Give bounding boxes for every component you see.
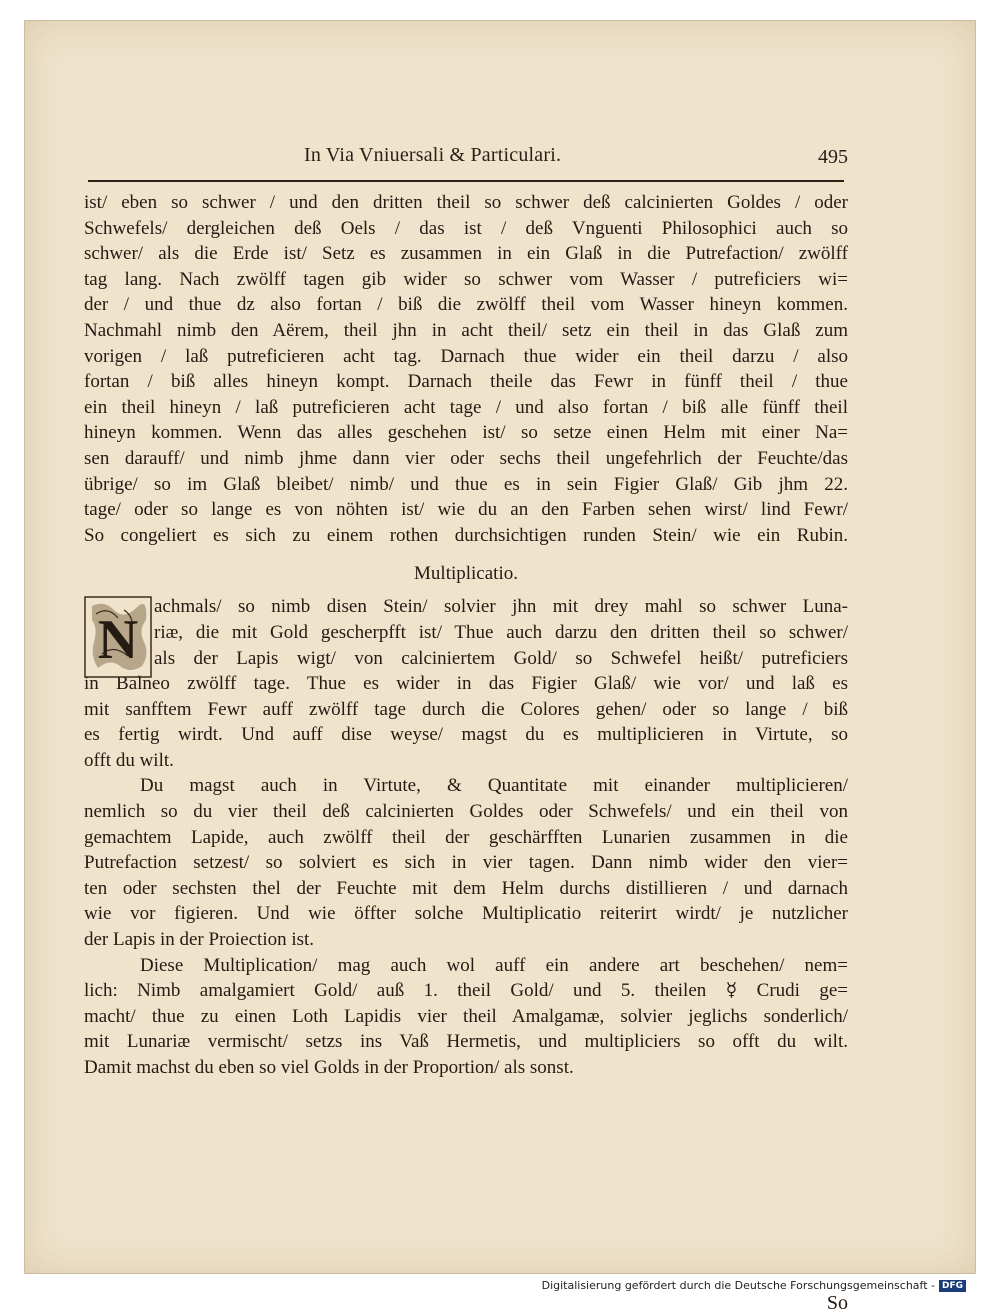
text-line: ist/ eben so schwer / und den dritten theil so schwer deß calcinierten Goldes / oder <box>84 192 848 213</box>
text-line: als der Lapis wigt/ von calciniertem Gold/ so Schwefel heißt/ putreficiers <box>154 647 848 669</box>
text-line: wie vor figieren. Und wie öffter solche Multiplicatio reiterirt wirdt/ je nutzlicher <box>84 903 848 925</box>
text-line: der Lapis in der Proiection ist. <box>84 929 315 951</box>
text-line: in Balneo zwölff tage. Thue es wider in das Figier Glaß/ wie vor/ und laß es <box>84 673 848 695</box>
text-line: Du magst auch in Virtute, & Quantitate mit einander multiplicieren/ <box>140 775 848 797</box>
text-line: Damit machst du eben so viel Golds in der Proportion/ als sonst. <box>84 1057 574 1078</box>
catchword: So <box>826 1292 848 1314</box>
text-line: riæ, die mit Gold gescherpfft ist/ Thue auch darzu den dritten theil so schwer/ <box>154 621 848 643</box>
paragraph-4 <box>84 953 848 1081</box>
text-line: Schwefels/ dergleichen deß Oels / das ist / deß Vnguenti Philosophici auch so <box>84 217 848 239</box>
running-title: In Via Vniuersali & Particulari. <box>304 144 562 166</box>
section-heading: Multiplicatio. <box>414 563 518 585</box>
text-line: mit sanfftem Fewr auff zwölff tage durch die Colores gehen/ oder so lange / biß <box>84 698 848 720</box>
page-number: 495 <box>818 146 848 168</box>
text-line: gemachtem Lapide, auch zwölff theil der geschärfften Lunarien zusammen in die <box>84 826 848 848</box>
text-line: übrige/ so im Glaß bleibet/ nimb/ und thue es in sein Figier Glaß/ Gib jhm 22. <box>84 473 848 495</box>
text-line: So congeliert es sich zu einem rothen durchsichtigen runden Stein/ wie ein Rubin. <box>84 524 848 546</box>
text-line: mit Lunariæ vermischt/ setzs ins Vaß Hermetis, und multipliciers so offt du wilt. <box>84 1031 848 1053</box>
text-line: ein theil hineyn / laß putreficieren acht tage / und also fortan / biß alle fünff theil <box>84 396 848 418</box>
drop-cap-ornament <box>84 596 152 678</box>
text-line: der / und thue dz also fortan / biß die zwölff theil vom Wasser hineyn kommen. <box>84 294 848 316</box>
text-line: Putrefaction setzest/ so solviert es sich in vier tagen. Dann nimb wider den vier= <box>84 852 848 874</box>
dfg-logo: DFG <box>939 1280 966 1292</box>
text-line: lich: Nimb amalgamiert Gold/ auß 1. theil Gold/ und 5. theilen ☿ Crudi ge= <box>84 980 848 1002</box>
svg-text:N: N <box>97 609 139 672</box>
text-line: vorigen / laß putreficieren acht tag. Darnach thue wider ein theil darzu / also <box>84 345 848 367</box>
text-line: fortan / biß alles hineyn kompt. Darnach theile das Fewr in fünff theil / thue <box>84 371 848 393</box>
text-line: nemlich so du vier theil deß calcinierten Goldes oder Schwefels/ und ein theil von <box>84 801 848 823</box>
text-line: schwer/ als die Erde ist/ Setz es zusammen in ein Glaß in die Putrefaction/ zwölff <box>84 243 848 265</box>
text-line: tage/ oder so lange es von nöhten ist/ wie du an den Farben sehen wirst/ lind Fewr/ <box>84 499 848 521</box>
text-line: Nachmahl nimb den Aërem, theil jhn in acht theil/ setz ein theil in das Glaß zum <box>84 319 848 341</box>
text-line: tag lang. Nach zwölff tagen gib wider so schwer vom Wasser / putreficiers wi= <box>84 268 848 290</box>
text-line: macht/ thue zu einen Loth Lapidis vier theil Amalgamæ, solvier jeglichs sonderlich/ <box>84 1005 848 1027</box>
text-line: hineyn kommen. Wenn das alles geschehen ist/ so setze einen Helm mit einer Na= <box>84 422 848 444</box>
page-header <box>84 130 848 182</box>
text-line: offt du wilt. <box>84 749 174 771</box>
credit-text: Digitalisierung gefördert durch die Deutsche Forschungsgemeinschaft - <box>541 1279 935 1292</box>
text-line: ten oder sechsten thel der Feuchte mit dem Helm durchs distillieren / und darnach <box>84 877 848 899</box>
paragraph-2 <box>84 594 848 773</box>
header-rule <box>88 180 844 182</box>
text-line: es fertig wirdt. Und auff dise weyse/ magst du es multiplicieren in Virtute, so <box>84 724 848 746</box>
text-line: achmals/ so nimb disen Stein/ solvier jhn mit drey mahl so schwer Luna- <box>154 596 848 618</box>
paragraph-1 <box>84 190 848 548</box>
digitization-credit <box>542 1279 966 1292</box>
text-line: Diese Multiplication/ mag auch wol auff ein andere art beschehen/ nem= <box>140 954 848 976</box>
text-line: sen darauff/ und nimb jhme dann vier oder sechs theil ungefehrlich der Feuchte/das <box>84 447 848 469</box>
paragraph-3 <box>84 773 848 952</box>
